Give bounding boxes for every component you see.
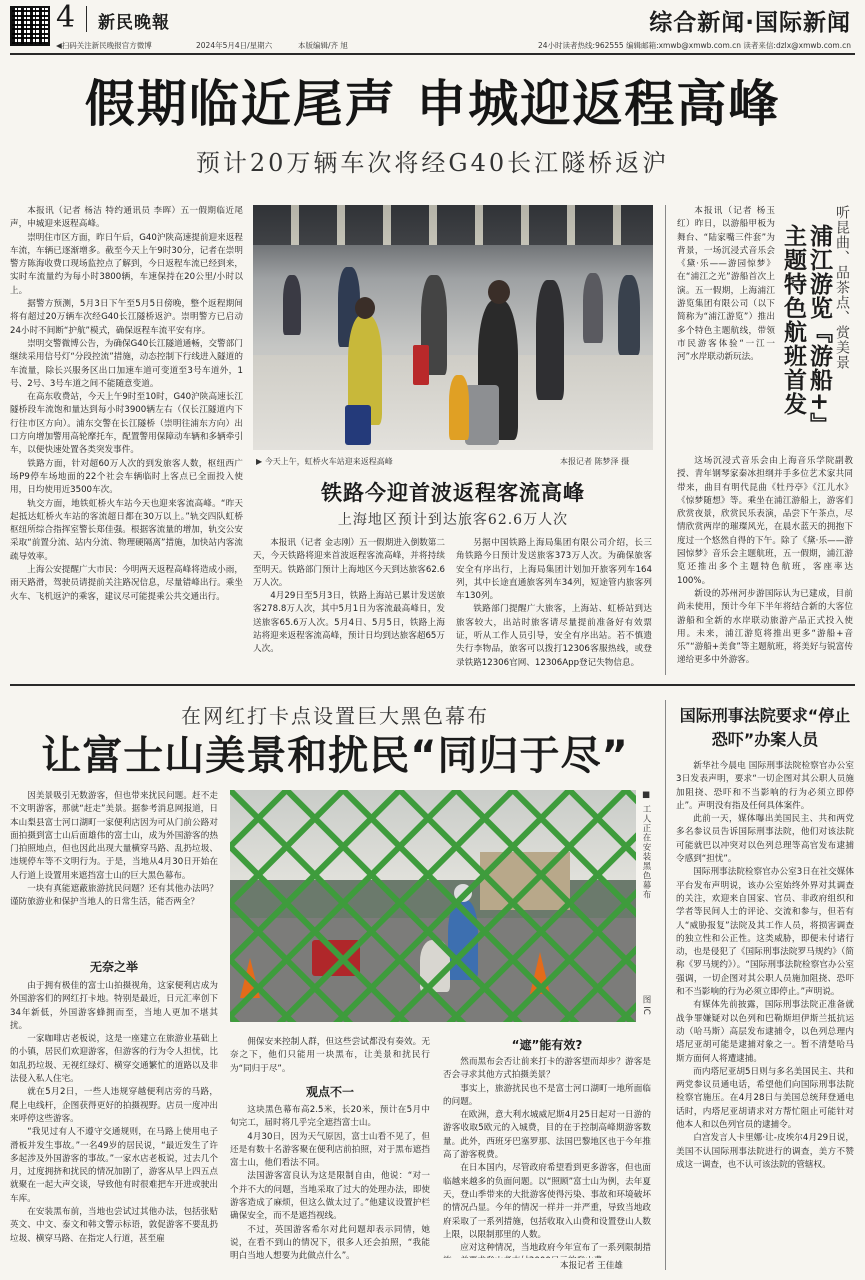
fuji-paragraph: 4月30日，因为天气原因，富士山看不见了，但还是有数十名游客聚在便利店前拍照，对于黑布遮挡富士山，他们看法不同。 [230,1131,430,1169]
suitcase [465,385,499,445]
sidebar-paragraph: 这场沉浸式音乐会由上海音乐学院副教授、青年钢琴家秦冰担纲并手多位艺术家共同带来，曲目有明代昆曲《牡丹亭》《江儿水》《惊梦随想》等。乘坐在浦江游船上，游客们欣赏夜景，欣赏民乐表演，品尝下午茶点，尽情欣赏两岸的璀璨风光，在晨水蓝天的拥抱下度过一个悠然自得的下午。除了《黛·乐——游园惊梦》音乐会主题航班，五一假期，浦江游览还推出多个主题特色航班，客座率达100%。 [677,456,853,586]
lead-paragraph: 在高东收费站，今天上午9时至10时，G40沪陕高速长江隧桥段车流饱和量达到每小时3900辆左右（仅长江隧道内下行往市区方向）。浦东交警在长江隧桥（崇明往浦东方向）出口方向增加警用高轮摩托车，配置警用保障动车辆和多辆牵引车，以便快速处置各类突发事件。 [10,392,243,456]
sidebar-body [677,455,853,673]
sidebar-intro [677,205,775,427]
suitcase [345,405,371,445]
lead-paragraph: 轨交方面，地铁虹桥火车站今天也迎来客流高峰。“昨天起抵达虹桥火车站的客流超日都在30万以上。”轨交四队虹桥枢纽所综合指挥室警长郑佳强。根据客流量的增加，轨交公安采取“前置分流、站内分流、物理硬隔离”措施，加快站内客流疏导效率。 [10,498,243,562]
fuji-paragraph: 在安装黑布前，当地也尝试过其他办法，包括张贴英文、中文、泰文和韩文警示标语，敦促游客不要乱扔垃圾、横穿马路、在指定人行道，甚至雇 [10,1207,218,1244]
fuji-paragraph: 佣保安来控制人群，但这些尝试都没有奏效。无奈之下，他们只能用一块黑布，让美景和扰民行为“同归于尽”。 [230,1037,430,1074]
lead-paragraph: 铁路方面，针对超60万人次的到发旅客人数，枢纽西广场P9停车场地面的22个社会车辆临时上客点已全面投入使用，日均使用近3500车次。 [10,458,243,496]
fuji-paragraph: 应对这种情况，当地政府今年宣布了一系列限制措 [460,1243,651,1254]
traveler-figure [536,280,564,400]
lead-paragraph: 本报讯（记者 杨洁 特约通讯员 李晖）五一假期临近尾声，申城迎来返程高峰。 [10,206,243,230]
fuji-paragraph: 一家咖啡店老板说，这是一座建立在旅游业基础上的小镇，居民们欢迎游客，但游客的行为令人担忧，比如乱扔垃圾、无视红绿灯、横穿交通繁忙的道路以及非法侵入私人住宅。 [10,1034,218,1085]
icc-paragraph: 而内塔尼亚胡5日则与多名美国民主、共和两党参议员通电话，希望他们向国际刑事法院检察官施压。在4月28日与美国总统拜登通电话时，内塔尼亚胡请求对方帮忙阻止可能针对他本人和以色列官员的逮捕令。 [676,1066,854,1131]
rail-body-col2 [456,537,652,673]
icc-paragraph: 新华社今晨电 国际刑事法院检察官办公室3日发表声明，要求“一切企图对其公职人员施加阻挠、恐吓和不当影响的行为必须立即停止”。声明没有指及任何具体案件。 [676,761,854,811]
icc-paragraph: 国际刑事法院检察官办公室3日在社交媒体平台发布声明说，该办公室始终外界对其调查的关注，欢迎来自国家、官员、非政府组织和学者等民间人士的评论、交流和参与，但若有人“威胁报复”法院及其工作人员，将损害调查的独立性和公正性。这类威胁，即便未付诸行动，也是侵犯了《国际刑事法院罗马规约》（简称《罗马规约》）。“国际刑事法院检察官办公室强调，一切企图对其公职人员施加阻挠、恐吓和不当影响的行为必须立即停止。”声明说。 [676,867,854,998]
fuji-paragraph: 在欧洲，意大利水城威尼斯4月25日起对一日游的游客收取5欧元的入城费，目的在于控制高峰期游客数量。此外，西班牙巴塞罗那、法国巴黎地区也于今年推高了游客税费。 [443,1110,651,1161]
fuji-col1-top [10,790,218,954]
fuji-paragraph: 不过，英国游客希尔对此问题却表示同情，她说，在看不到山的情况下，很多人还会拍照，“我能明白当地人想要为此做点什么”。 [230,1224,430,1262]
icc-paragraph: 有媒体先前披露，国际刑事法院正准备就战争罪嫌疑对以色列和巴勒斯坦伊斯兰抵抗运动（哈马斯）高层发布逮捕令，以色列总理内塔尼亚胡可能是逮捕对象之一。暂不清楚哈马斯方面何人将遭逮捕。 [676,1000,854,1064]
section-rule [10,684,855,686]
fuji-credit: 本报记者 王佳雄 [560,1261,623,1271]
fuji-col1-bottom [10,980,218,1272]
masthead-rule [10,53,855,55]
lead-body [10,205,243,672]
sidebar-paragraph: 新设的苏州河步游国际认为已建成，目前尚未使用，预计今年下半年将结合新的大客位游船和全新的水岸联动旅游产品正式投入使用。未来，浦江游览将推出更多“游船+音乐”“游船+美食”等主题航班，将美好与锐富传递给更多中外游客。 [677,588,853,666]
section-title: 综合新闻·国际新闻 [649,10,851,36]
fuji-photo-caption: ■ 工人正在安装黑色幕布 [641,790,651,900]
masthead-divider [86,6,87,32]
sidebar-headline: 浦江游览『游船+』主题特色航班首发 [780,224,832,437]
fuji-headline: 让富士山美景和扰民“同归于尽” [41,733,629,779]
column-rule [665,700,666,1270]
traveler-figure [618,275,640,355]
rail-subhead: 上海地区预计到达旅客62.6万人次 [337,512,569,528]
rail-paragraph: 另据中国铁路上海局集团有限公司介绍，长三角铁路今日预计发送旅客373万人次。为确保旅客安全有序出行，上海局集团计划加开旅客列车164列，其中长途直通旅客列车34列，短途管内旅客列车130列。 [456,538,652,602]
fuji-paragraph: 一块有真能遮蔽旅游扰民问题？还有其他办法吗？谨防旅游业和保护当地人的日常生活，能否两全？ [10,884,218,908]
icc-paragraph: 白宫发言人卡里娜·让-皮埃尔4月29日说，美国不认国际刑事法院进行的调查，美方不赞成这一调查，也不认可该法院的管辖权。 [676,1133,854,1170]
traveler-head [355,297,375,319]
rail-body-col1 [253,537,445,673]
reader-hotline: 24小时读者热线:962555 编辑邮箱:xmwb@xmwb.com.cn 读者来信:dzlx@xmwb.com.cn [538,41,851,50]
fuji-paragraph: 由于拥有极佳的富士山拍摄视角，这家便利店成为外国游客们的网红打卡地。特别是最近，日元汇率创下34年新低，外国游客蜂拥而至，当地人更加不堪其扰。 [10,981,218,1031]
fuji-photo-credit: 图 IC [641,995,651,1015]
traveler-figure [283,275,301,335]
lead-paragraph: 崇明交警微博公告，为确保G40长江隧道通畅，交警部门继续采用信号灯“分段控流”措施，动态控制下行线进入隧道的车流量，除长兴服务区出口加速车道可变道至3号车道外，1号、2号、3号车道之间不能随意变道。 [10,338,243,389]
fuji-paragraph: 这块黑色幕布高2.5米，长20米，预计在5月中旬完工，届时将几乎完全遮挡富士山。 [230,1105,430,1129]
qr-code[interactable] [10,6,50,46]
rail-paragraph: 铁路部门提醒广大旅客，上海站、虹桥站到达旅客较大，出站时旅客请尽量提前准备好有效票证，听从工作人员引导，安全有序出站。若不慎遗失行李物品，旅客可以拨打12306客服热线，或登录铁路12306官网、12306App登记失物信息。 [456,604,652,668]
icc-body [676,760,854,1272]
fuji-paragraph: 因美景吸引无数游客，但也带来扰民问题。赶不走不文明游客，那就“赶走”美景。据参考消息网报道，日本山梨县富士河口湖町一家便利店因为可从门前公路对面拍摄到富士山后面雄伟的富士山，成为外国游客的热门拍照地点，但也因此出现大量横穿马路、乱扔垃圾、违规停车等不文明行为。于是，当地从4月30日开始在人行道上设置用来遮挡富士山的巨大黑色幕布。 [10,791,218,881]
issue-date: 2024年5月4日/星期六 [196,41,273,50]
paper-logo: 新民晚報 [98,13,170,33]
fuji-paragraph: 在日本国内，尽管政府希望看到更多游客，但也面临越来越多的负面问题。以“照顾”富士山为例，去年夏天，登山季带来的大批游客使得污染、事故和环境破坏的情况凸显。今年的情况一样并一并严重，导致当地政府采取了一系列措施，包括收取入山费和设置登山人数上限，以限制那里的人数。 [443,1163,651,1240]
fuji-subhead-3: “遮”能有效? [511,1038,583,1052]
photo-credit: 本报记者 陈梦泽 摄 [560,457,630,466]
lead-subhead: 预计20万辆车次将经G40长江隧桥返沪 [195,149,670,177]
photo-caption: ▶ 今天上午，虹桥火车站迎来返程高峰 [256,457,393,466]
fuji-subhead-1: 无奈之举 [89,960,138,974]
lead-headline: 假期临近尾声 申城迎返程高峰 [84,75,781,133]
fuji-kicker: 在网红打卡点设置巨大黑色幕布 [181,704,489,728]
sidebar-paragraph: 本报讯（记者 杨玉红）昨日，以游船甲板为舞台、“陆家嘴三件套”为背景，一场沉浸式音乐会《黛·乐——游园惊梦》在“浦江之光”游船首次上演。五一假期，上海浦江游览集团有限公司（以下简称为“浦江游览”）推出多个特色主题航线，带领市民游客体验“一江一河”水岸联动新玩法。 [677,206,775,363]
column-rule [665,205,666,675]
traveler-figure [583,273,603,343]
icc-headline: 国际刑事法院要求“停止恐吓”办案人员 [679,706,851,749]
lead-paragraph: 崇明住市区方面，昨日午后，G40沪陕高速提前迎来返程车流，车辆已逐渐增多。截至今天上午9时30分，记者在崇明警方陈海收费口现场监控点了解到，今日返程车流已经到来，实时车流量约为每小时3800辆，车速保持在20公里/小时以上。 [10,232,243,296]
lead-paragraph: 据警方预测，5月3日下午至5月5日傍晚，整个返程期间将有超过20万辆车次经G40长江隧桥返沪。崇明警方已启动24小时不间断“护航”模式，确保返程车流平安有序。 [10,299,243,336]
rail-headline: 铁路今迎首波返程客流高峰 [321,481,585,505]
ceiling-lights [253,205,653,245]
fuji-paragraph: 就在5月2日，一些人违规穿越便利店旁的马路，爬上电线杆，企图获得更好的拍摄视野。店员一度冲出来呼停这些游客。 [10,1087,218,1124]
fuji-photo[interactable] [230,790,636,1022]
fuji-col2-top [230,1036,430,1076]
page-editor: 本版编辑/齐 旭 [298,41,348,50]
scan-hint: ◀扫码关注新民晚报官方微博 [56,41,152,50]
mesh-fence [230,790,636,1022]
fuji-paragraph: 事实上，旅游扰民也不是富士河口湖町一地所面临的问题。 [443,1083,651,1107]
rail-paragraph: 4月29日至5月3日，铁路上海站已累计发送旅客278.8万人次，其中5月1日为客流最高峰日，发送旅客65.6万人次。5月4日、5月5日，铁路上海站将迎来返程客流高峰，预计日均到达旅客超65万人次。 [253,591,445,655]
rail-paragraph: 本报讯（记者 金志刚）五一假期进入倒数第二天，今天铁路将迎来首波返程客流高峰，并将持续至明天。铁路部门预计上海地区今天到达旅客62.6万人次。 [253,538,445,588]
sidebar-kicker: 听昆曲、品茶点、赏美景 [834,205,850,370]
fuji-paragraph: 法国游客富良认为这是限制自由，他说：“对一个并不大的问题，当地采取了过大的处理办法，即使游客造成了麻烦，但这么做太过了。”他建议设置护栏确保安全，而不是遮挡视线。 [230,1171,430,1222]
lead-paragraph: 上海公安提醒广大市民：今明两天返程高峰将造成小雨，雨天路滑，驾驶员请提前关注路况信息，尽量错峰出行。乘坐火车、飞机返沪的乘客，建议尽可能提乘公共交通出行。 [10,565,243,602]
fuji-col2-bottom [230,1104,430,1272]
traveler-head [488,280,510,304]
page-number: 4 [56,0,76,35]
fuji-col3 [443,1056,651,1258]
fuji-paragraph: “我见过有人不遵守交通规则，在马路上使用电子滑板并发生事故。”一名49岁的居民说，“最近发生了许多起涉及外国游客的事故。”一家水店老板说，过去几个月，过度拥挤和扰民的情况加剧了，游客从早上四五点就聚在一起大声交谈，导致他有时很难把车开进或驶出车库。 [10,1127,218,1204]
fuji-paragraph: 然而黑布会否让前来打卡的游客望而却步？游客是否会寻求其他方式拍摄美景？ [443,1057,651,1081]
child-figure [449,375,469,440]
icc-paragraph: 此前一天，媒体曝出美国民主、共和两党多名参议员告诉国际刑事法院，他们对该法院可能就巴以冲突对以色列总理等高官发布逮捕令感到“担忧”。 [676,814,854,865]
fuji-subhead-2: 观点不一 [305,1085,354,1099]
red-suitcase [413,345,429,385]
station-photo[interactable] [253,205,653,450]
